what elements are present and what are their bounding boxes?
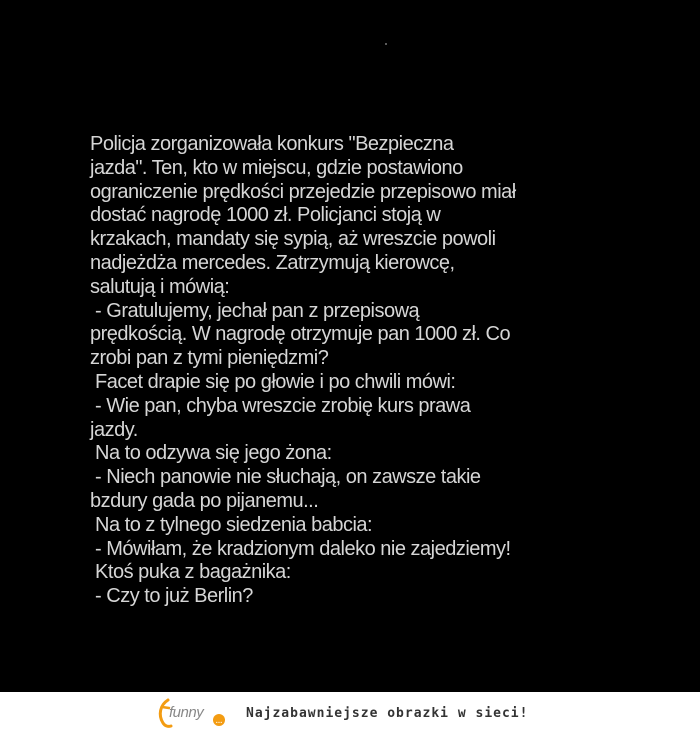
tagline: Najzabawniejsze obrazki w sieci! <box>246 706 529 721</box>
joke-line: bzdury gada po pijanemu... <box>90 489 319 512</box>
watermark-footer <box>0 692 700 736</box>
joke-line: ograniczenie prędkości przejedzie przepisowo miał <box>90 180 516 203</box>
joke-line: Ktoś puka z bagażnika: <box>90 561 291 584</box>
joke-line: jazdy. <box>90 418 138 441</box>
logo-text: funny <box>169 704 204 721</box>
joke-line: - Wie pan, chyba wreszcie zrobię kurs prawa <box>90 394 471 417</box>
joke-line: dostać nagrodę 1000 zł. Policjanci stoją w <box>90 204 441 227</box>
joke-line: jazda". Ten, kto w miejscu, gdzie postawiono <box>90 156 463 179</box>
joke-line: prędkością. W nagrodę otrzymuje pan 1000 zł. Co <box>90 323 511 346</box>
joke-line: - Niech panowie nie słuchają, on zawsze takie <box>90 466 481 489</box>
joke-line: Facet drapie się po głowie i po chwili mówi: <box>90 370 456 393</box>
dust-speck <box>385 43 387 45</box>
joke-line: Na to z tylnego siedzenia babcia: <box>90 513 373 536</box>
joke-line: Na to odzywa się jego żona: <box>90 442 332 465</box>
joke-line: Policja zorganizowała konkurs "Bezpieczna <box>90 133 454 155</box>
funny-logo <box>155 696 227 730</box>
joke-line: salutują i mówią: <box>90 275 230 298</box>
joke-line: krzakach, mandaty się sypią, aż wreszcie powoli <box>90 228 496 251</box>
joke-text <box>90 133 630 609</box>
svg-text:…: … <box>215 718 223 725</box>
joke-line: - Mówiłam, że kradzionym daleko nie zajedziemy! <box>90 537 511 560</box>
joke-line: - Czy to już Berlin? <box>90 585 253 608</box>
joke-line: - Gratulujemy, jechał pan z przepisową <box>90 299 420 322</box>
joke-line: nadjeżdża mercedes. Zatrzymują kierowcę, <box>90 251 455 274</box>
joke-line: zrobi pan z tymi pieniędzmi? <box>90 347 329 370</box>
